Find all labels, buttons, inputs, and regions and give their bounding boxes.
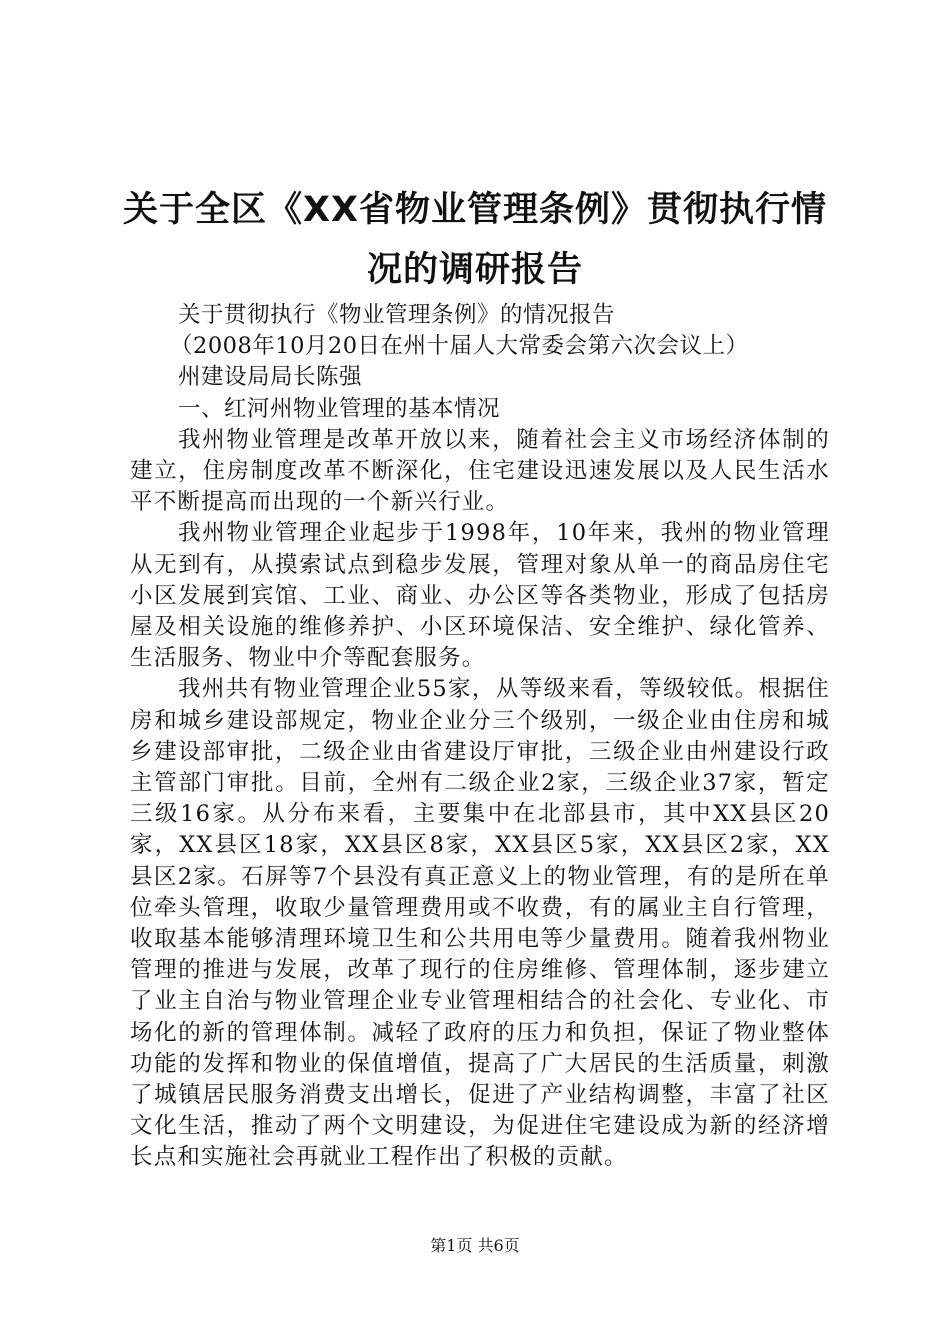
section-heading: 一、红河州物业管理的基本情况: [178, 395, 501, 422]
page-footer: 第1页 共6页: [430, 1236, 520, 1255]
document-title-line-2: 况的调研报告: [366, 250, 583, 290]
body-paragraph-3: 我州共有物业管理企业55家，从等级来看，等级较低。根据住房和城乡建设部规定，物业企业分三个级别，一级企业由住房和城乡建设部审批，二级企业由省建设厅审批，三级企业由州建设行政主管部门审批。目前，全州有二级企业2家，三级企业37家，暂定三级16家。从分布来看，主要集中在北部县市，其中XX县区20家，XX县区18家，XX县区8家，XX县区5家，XX县区2家，XX县区2家。石屏等7个县没有真正意义上的物业管理，有的是所在单位牵头管理，收取少量管理费用或不收费，有的属业主自行管理，收取基本能够清理环境卫生和公共用电等少量费用。随着我州物业管理的推进与发展，改革了现行的住房维修、管理体制，逐步建立了业主自治与物业管理企业专业管理相结合的社会化、专业化、市场化的新的管理体制。减轻了政府的压力和负担，保证了物业整体功能的发挥和物业的保值增值，提高了广大居民的生活质量，刺激了城镇居民服务消费支出增长，促进了产业结构调整，丰富了社区文化生活，推动了两个文明建设，为促进住宅建设成为新的经济增长点和实施社会再就业工程作出了积极的贡献。: [130, 676, 830, 1171]
speaker-line: 州建设局局长陈强: [178, 364, 363, 391]
body-paragraph-2: 我州物业管理企业起步于1998年，10年来，我州的物业管理从无到有，从摸索试点到稳步发展，管理对象从单一的商品房住宅小区发展到宾馆、工业、商业、办公区等各类物业，形成了包括房屋及相关设施的维修养护、小区环境保洁、安全维护、绿化管养、生活服务、物业中介等配套服务。: [130, 520, 830, 672]
document-title-line-1: 关于全区《XX省物业管理条例》贯彻执行情: [123, 190, 827, 230]
body-paragraph-1: 我州物业管理是改革开放以来，随着社会主义市场经济体制的建立，住房制度改革不断深化，住宅建设迅速发展以及人民生活水平不断提高而出现的一个新兴行业。: [130, 426, 830, 516]
meeting-occasion: （2008年10月20日在州十届人大常委会第六次会议上）: [170, 333, 749, 360]
report-subtitle: 关于贯彻执行《物业管理条例》的情况报告: [178, 302, 616, 328]
document-body: [130, 300, 830, 1174]
